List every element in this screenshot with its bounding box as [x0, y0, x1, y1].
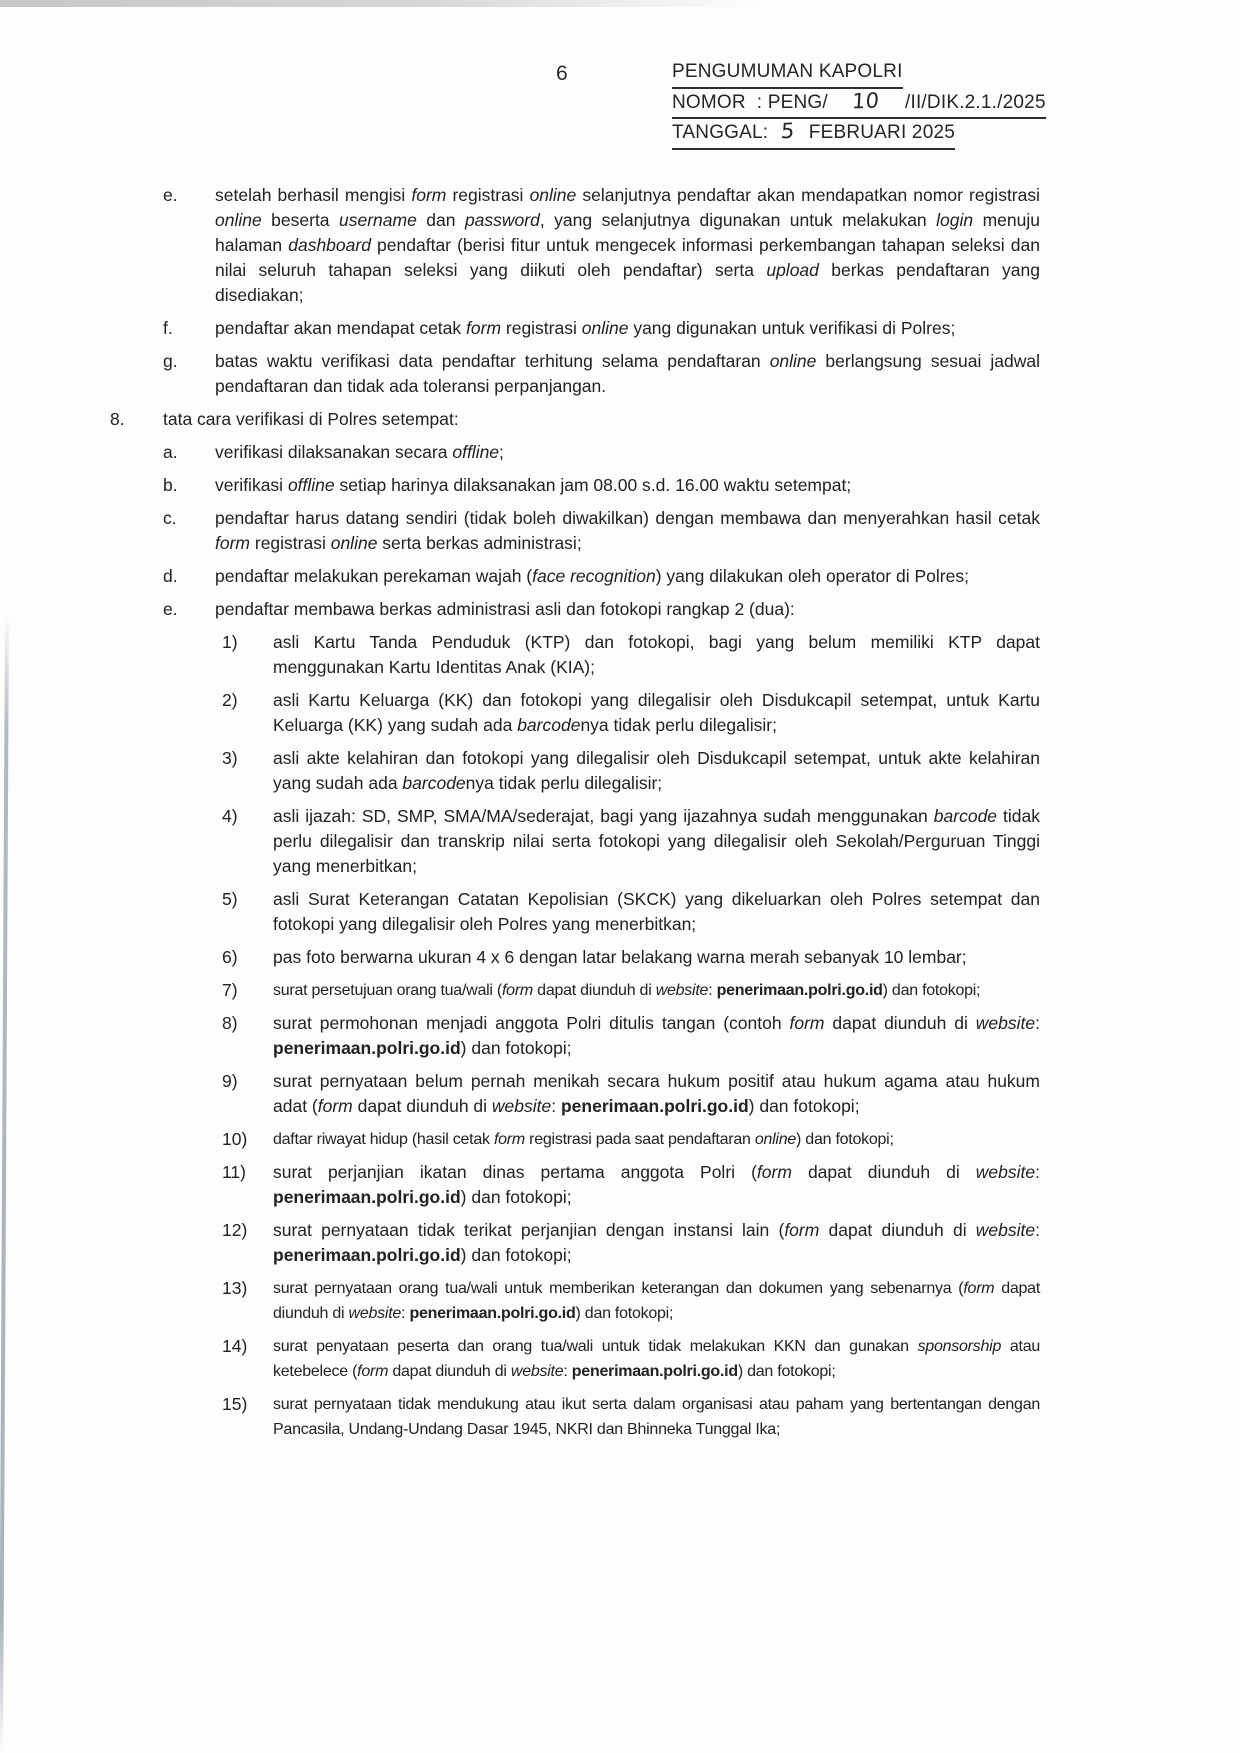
list-item-text: asli Kartu Tanda Penduduk (KTP) dan fotokopi, bagi yang belum memiliki KTP dapat menggunakan Kartu Identitas Anak (KIA); [273, 632, 1040, 677]
list-item-label: 4) [222, 806, 238, 826]
header-date-prefix: TANGGAL: [672, 122, 774, 143]
list-item-label: g. [163, 351, 178, 371]
list-item-label: 5) [222, 889, 238, 909]
list-item [0, 1218, 1040, 1268]
header-number-prefix: NOMOR : PENG/ [672, 91, 828, 113]
list-item-text: asli akte kelahiran dan fotokopi yang dilegalisir oleh Disdukcapil setempat, untuk akte kelahiran yang sudah ada barcodenya tidak perlu dilegalisir; [273, 748, 1040, 793]
list-item-text: setelah berhasil mengisi form registrasi online selanjutnya pendaftar akan mendapatkan nomor registrasi online beserta username dan password, yang selanjutnya digunakan untuk melakukan login menuju halaman dashboard pendaftar (berisi fitur untuk mengecek informasi perkembangan tahapan seleksi dan nilai seluruh tahapan seleksi yang diikuti oleh pendaftar) serta upload berkas pendaftaran yang disediakan; [215, 185, 1041, 305]
list-item [0, 349, 1040, 399]
list-item [0, 746, 1040, 796]
list-item [0, 1276, 1040, 1326]
list-item-label: 12) [222, 1220, 248, 1240]
header-title-line [672, 58, 1046, 89]
list-item [0, 1160, 1040, 1210]
list-item-label: 2) [222, 690, 238, 710]
page-number: 6 [556, 62, 568, 85]
list-item-label: 14) [222, 1336, 248, 1356]
list-item-text: surat pernyataan tidak mendukung atau ikut serta dalam organisasi atau paham yang bertentangan dengan Pancasila, Undang-Undang Dasar 1945, NKRI dan Bhinneka Tunggal Ika; [273, 1396, 1040, 1438]
list-item [0, 597, 1040, 622]
handwritten-date-number: 5 [779, 118, 796, 144]
list-item [0, 564, 1040, 589]
list-item-text: pas foto berwarna ukuran 4 x 6 dengan latar belakang warna merah sebanyak 10 lembar; [273, 947, 967, 967]
list-item-text: pendaftar akan mendapat cetak form registrasi online yang digunakan untuk verifikasi di Polres; [215, 318, 956, 338]
list-item-text: surat permohonan menjadi anggota Polri ditulis tangan (contoh form dapat diunduh di website: penerimaan.polri.go.id) dan fotokopi; [273, 1013, 1040, 1058]
list-item-text: surat persetujuan orang tua/wali (form dapat diunduh di website: penerimaan.polri.go.id) dan fotokopi; [273, 982, 981, 999]
list-item [0, 1069, 1040, 1119]
list-item-label: 10) [222, 1129, 248, 1149]
list-item [0, 183, 1040, 308]
list-item [0, 1334, 1040, 1384]
header-number-suffix: /II/DIK.2.1./2025 [905, 91, 1046, 113]
list-item [0, 1392, 1040, 1442]
handwritten-document-number: 10 [851, 87, 880, 114]
list-item [0, 316, 1040, 341]
list-item [0, 407, 1040, 432]
scan-artifact-top-edge [0, 0, 760, 7]
list-item-label: c. [163, 508, 177, 528]
list-item [0, 804, 1040, 879]
document-list [0, 183, 1040, 1450]
list-item-text: asli Kartu Keluarga (KK) dan fotokopi yang dilegalisir oleh Disdukcapil setempat, untuk Kartu Keluarga (KK) yang sudah ada barcodenya tidak perlu dilegalisir; [273, 690, 1040, 735]
list-item-label: 8) [222, 1013, 238, 1033]
list-item [0, 440, 1040, 465]
list-item-text: surat pernyataan orang tua/wali untuk memberikan keterangan dan dokumen yang sebenarnya (form dapat diunduh di website: penerimaan.polri.go.id) dan fotokopi; [273, 1280, 1041, 1322]
header-title: PENGUMUMAN KAPOLRI [672, 58, 903, 89]
list-item-text: surat pernyataan belum pernah menikah secara hukum positif atau hukum agama atau hukum adat (form dapat diunduh di website: penerimaan.polri.go.id) dan fotokopi; [273, 1071, 1040, 1116]
list-item-text: asli ijazah: SD, SMP, SMA/MA/sederajat, bagi yang ijazahnya sudah menggunakan barcode tidak perlu dilegalisir dan transkrip nilai serta fotokopi yang dilegalisir oleh Sekolah/Perguruan Tinggi yang menerbitkan; [273, 806, 1041, 876]
list-item-text: pendaftar membawa berkas administrasi asli dan fotokopi rangkap 2 (dua): [215, 599, 795, 619]
list-item [0, 1011, 1040, 1061]
list-item-label: 8. [110, 409, 125, 429]
list-item-label: e. [163, 599, 178, 619]
list-item-label: a. [163, 442, 178, 462]
list-item [0, 688, 1040, 738]
list-item-label: e. [163, 185, 178, 205]
list-item-text: surat pernyataan tidak terikat perjanjian dengan instansi lain (form dapat diunduh di website: penerimaan.polri.go.id) dan fotokopi; [273, 1220, 1040, 1265]
list-item [0, 945, 1040, 970]
list-item-label: 1) [222, 632, 238, 652]
list-item-text: verifikasi dilaksanakan secara offline; [215, 442, 504, 462]
list-item-text: surat penyataan peserta dan orang tua/wali untuk tidak melakukan KKN dan gunakan sponsorship atau ketebelece (form dapat diunduh di website: penerimaan.polri.go.id) dan fotokopi; [273, 1338, 1040, 1380]
header-date-suffix: FEBRUARI 2025 [803, 122, 956, 143]
list-item-text: surat perjanjian ikatan dinas pertama anggota Polri (form dapat diunduh di website: penerimaan.polri.go.id) dan fotokopi; [273, 1162, 1040, 1207]
list-item [0, 506, 1040, 556]
list-item-label: 3) [222, 748, 238, 768]
header-number-line [672, 89, 1046, 120]
header-date-line [672, 119, 1046, 150]
list-item-text: daftar riwayat hidup (hasil cetak form registrasi pada saat pendaftaran online) dan fotokopi; [273, 1131, 894, 1148]
list-item-text: pendaftar harus datang sendiri (tidak boleh diwakilkan) dengan membawa dan menyerahkan hasil cetak form registrasi online serta berkas administrasi; [215, 508, 1040, 553]
list-item-label: 13) [222, 1278, 248, 1298]
list-item-label: 9) [222, 1071, 238, 1091]
list-item [0, 473, 1040, 498]
list-item-label: 7) [222, 980, 238, 1000]
list-item-label: d. [163, 566, 178, 586]
list-item-label: b. [163, 475, 178, 495]
list-item [0, 978, 1040, 1003]
list-item-text: verifikasi offline setiap harinya dilaksanakan jam 08.00 s.d. 16.00 waktu setempat; [215, 475, 852, 495]
list-item-text: asli Surat Keterangan Catatan Kepolisian (SKCK) yang dikeluarkan oleh Polres setempat dan fotokopi yang dilegalisir oleh Polres yang menerbitkan; [273, 889, 1040, 934]
list-item-text: batas waktu verifikasi data pendaftar terhitung selama pendaftaran online berlangsung sesuai jadwal pendaftaran dan tidak ada toleransi perpanjangan. [215, 351, 1040, 396]
list-item [0, 1127, 1040, 1152]
list-item-label: 11) [222, 1162, 246, 1182]
list-item [0, 630, 1040, 680]
list-item-text: tata cara verifikasi di Polres setempat: [163, 409, 459, 429]
list-item-label: 6) [222, 947, 238, 967]
list-item-text: pendaftar melakukan perekaman wajah (face recognition) yang dilakukan oleh operator di Polres; [215, 566, 969, 586]
list-item-label: 15) [222, 1394, 248, 1414]
list-item-label: f. [163, 318, 173, 338]
document-header [672, 58, 1046, 150]
list-item [0, 887, 1040, 937]
